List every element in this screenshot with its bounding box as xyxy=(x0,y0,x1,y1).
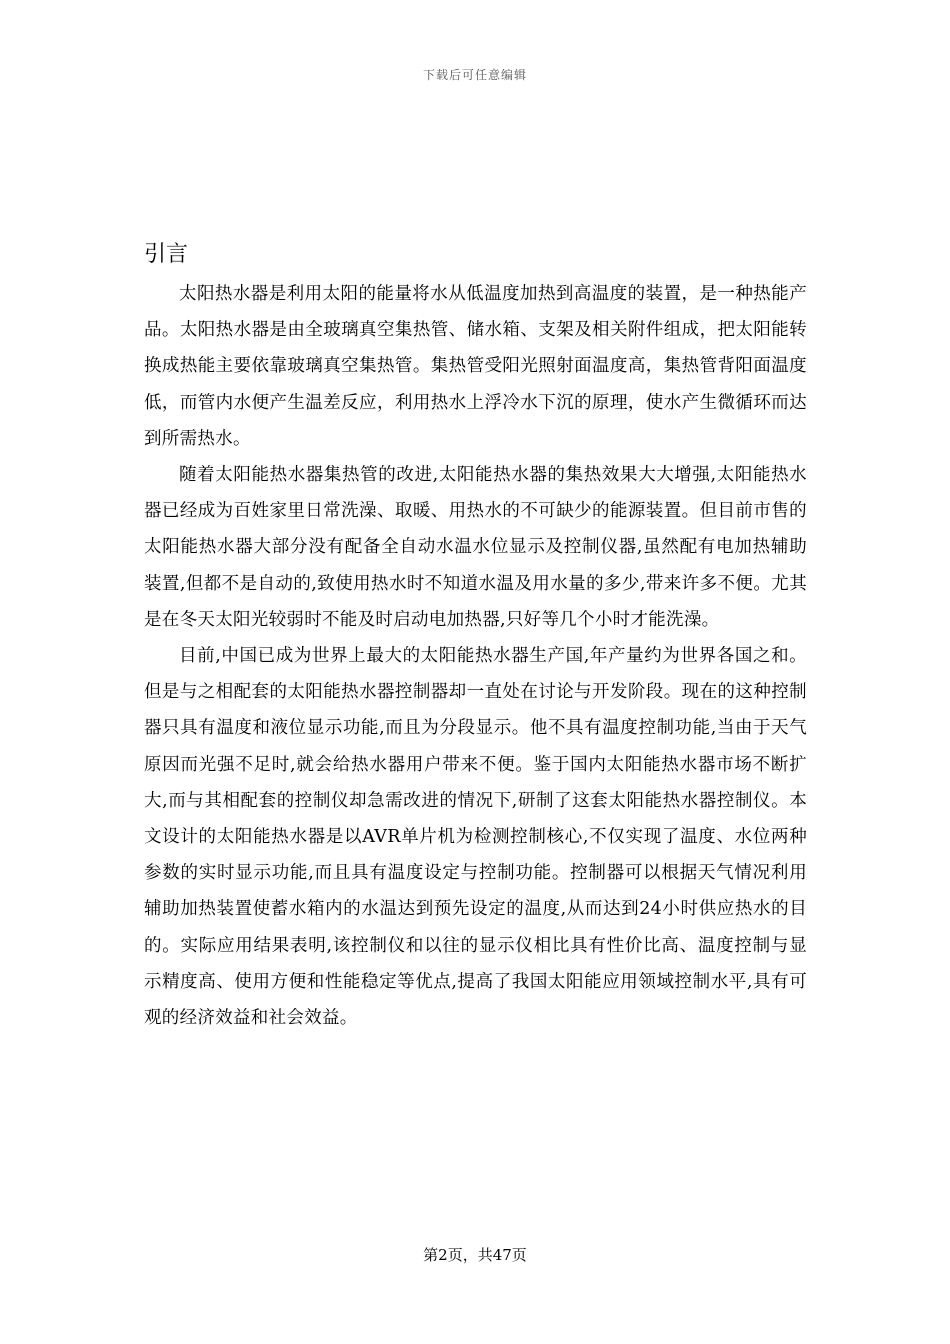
paragraph-3: 目前,中国已成为世界上最大的太阳能热水器生产国,年产量约为世界各国之和。但是与之相配套的太阳能热水器控制器却一直处在讨论与开发阶段。现在的这种控制器只具有温度和液位显示功能,而且为分段显示。他不具有温度控制功能,当由于天气原因而光强不足时,就会给热水器用户带来不便。鉴于国内太阳能热水器市场不断扩大,而与其相配套的控制仪却急需改进的情况下,研制了这套太阳能热水器控制仪。本文设计的太阳能热水器是以AVR单片机为检测控制核心,不仅实现了温度、水位两种参数的实时显示功能,而且具有温度设定与控制功能。控制器可以根据天气情况利用辅助加热装置使蓄水箱内的水温达到预先设定的温度,从而达到24小时供应热水的目的。实际应用结果表明,该控制仪和以往的显示仪相比具有性价比高、温度控制与显示精度高、使用方便和性能稳定等优点,提高了我国太阳能应用领域控制水平,具有可观的经济效益和社会效益。 xyxy=(144,646,807,1029)
section-title: 引言 xyxy=(144,242,189,267)
page-number: 第2页，共47页 xyxy=(423,1246,527,1264)
body-text xyxy=(144,276,807,1036)
paragraph-2: 随着太阳能热水器集热管的改进,太阳能热水器的集热效果大大增强,太阳能热水器已经成为百姓家里日常洗澡、取暖、用热水的不可缺少的能源装置。但目前市售的太阳能热水器大部分没有配备全自动水温水位显示及控制仪器,虽然配有电加热辅助装置,但都不是自动的,致使用热水时不知道水温及用水量的多少,带来许多不便。尤其是在冬天太阳光较弱时不能及时启动电加热器,只好等几个小时才能洗澡。 xyxy=(144,465,807,630)
paragraph-1: 太阳热水器是利用太阳的能量将水从低温度加热到高温度的装置，是一种热能产品。太阳热水器是由全玻璃真空集热管、储水箱、支架及相关附件组成，把太阳能转换成热能主要依靠玻璃真空集热管。集热管受阳光照射面温度高，集热管背阳面温度低，而管内水便产生温差反应，利用热水上浮冷水下沉的原理，使水产生微循环而达到所需热水。 xyxy=(144,284,807,449)
header-note: 下载后可任意编辑 xyxy=(422,68,527,82)
